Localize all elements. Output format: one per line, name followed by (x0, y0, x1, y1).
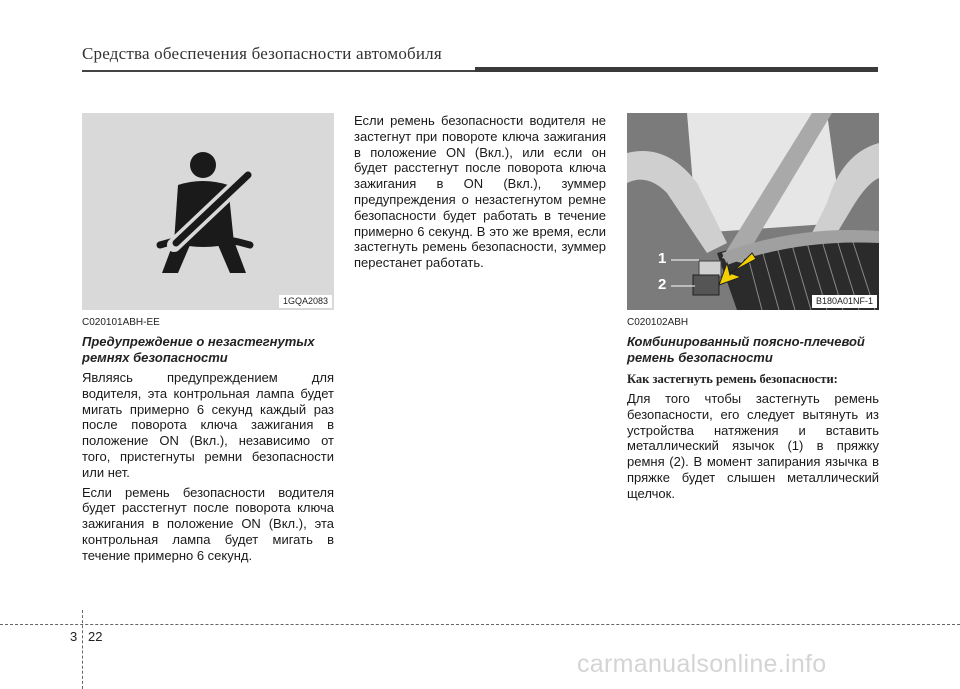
body-paragraph: Для того чтобы застегнуть ремень безопасности, его следует вытянуть из устройства натяжения и вставить металлический язычок (1) в пряжку ремня (2). В момент запирания язычка в пряжке будет слышен металлический щелчок. (627, 391, 879, 501)
header-rule-accent (475, 67, 878, 72)
section-heading: Предупреждение о незастегнутых ремнях безопасности (82, 334, 315, 365)
footer-vertical-rule (82, 610, 83, 689)
footer-rule (0, 624, 960, 625)
body-paragraph: Являясь предупреждением для водителя, эта контрольная лампа будет мигать примерно 6 секунд каждый раз после поворота ключа зажигания в положение ON (Вкл.), независимо от того, пристегнуты ремни безопасности или нет. (82, 370, 334, 480)
page-section-number: 3 (70, 629, 78, 644)
body-paragraph: Если ремень безопасности водителя будет расстегнут после поворота ключа зажигания в положение ON (Вкл.), эта контрольная лампа будет мигать в течение примерно 6 секунд. (82, 484, 334, 563)
seatbelt-warning-icon (82, 113, 334, 310)
body-paragraph: Если ремень безопасности водителя не застегнут при повороте ключа зажигания в положение ON (Вкл.), или если он будет расстегнут после поворота ключа зажигания в ON (Вкл.), зуммер предупреждения о незастегнутом ремне безопасности будет работать в течение примерно 6 секунд. В это же время, если застегнуть ремень безопасности, зуммер перестанет работать. (354, 113, 606, 271)
section-code: C020101ABH-EE (82, 317, 160, 328)
section-subheading: Как застегнуть ремень безопасности: (627, 372, 838, 386)
seatbelt-warning-figure (82, 113, 334, 310)
left-column (82, 113, 334, 564)
callout-buckle: 2 (658, 276, 667, 293)
section-heading: Комбинированный поясно-плечевой ремень безопасности (627, 334, 865, 365)
watermark: carmanualsonline.info (577, 650, 827, 678)
middle-column (354, 113, 606, 271)
figure-code: 1GQA2083 (279, 295, 332, 308)
page-number: 22 (88, 629, 103, 644)
figure-code: B180A01NF-1 (812, 295, 877, 308)
section-code: C020102ABH (627, 317, 689, 328)
seatbelt-fastening-figure (627, 113, 879, 310)
page-header-title: Средства обеспечения безопасности автомобиля (82, 44, 442, 63)
callout-tongue: 1 (658, 250, 667, 267)
right-column (627, 113, 879, 502)
